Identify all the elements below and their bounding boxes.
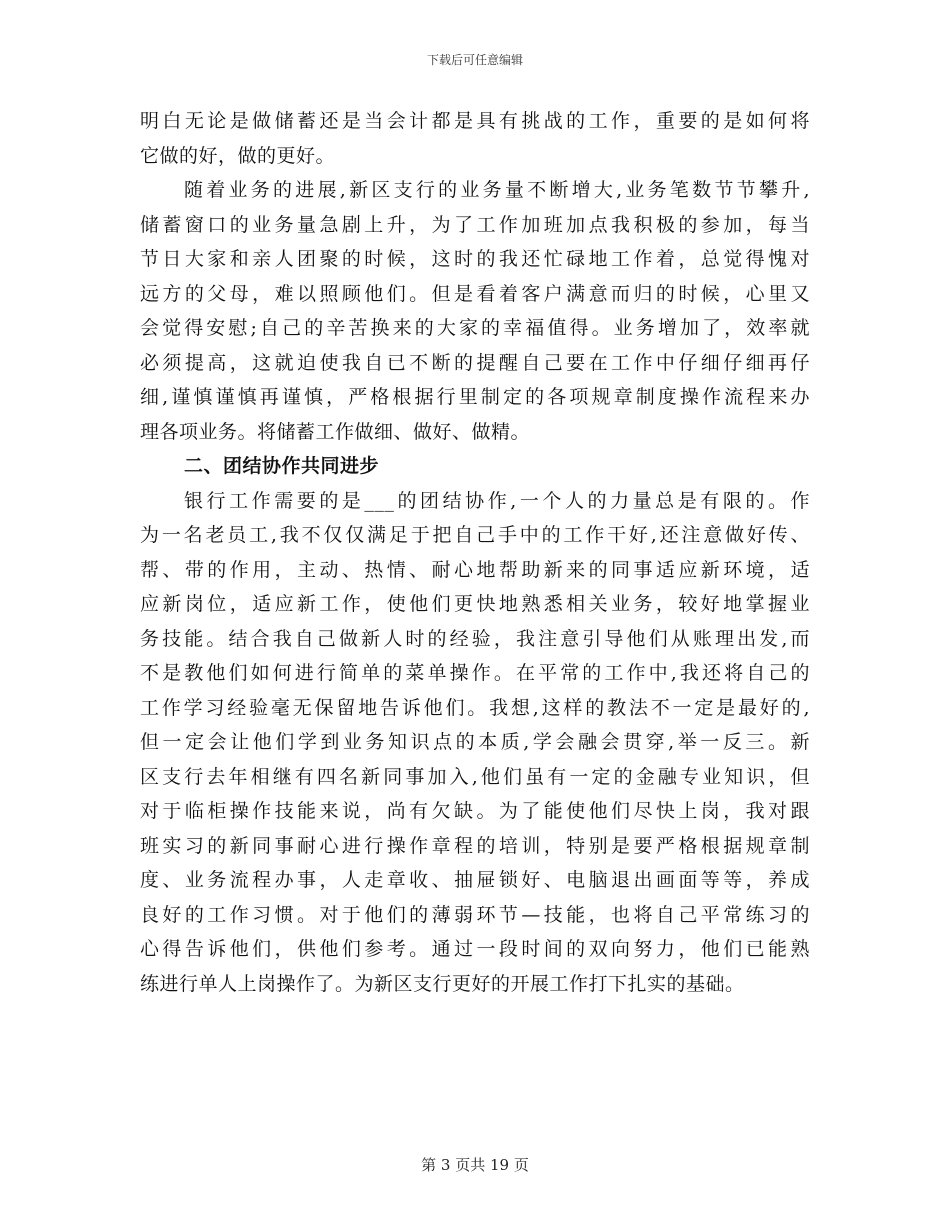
- text-line: 节日大家和亲人团聚的时候，这时的我还忙碌地工作着，总觉得愧对: [140, 248, 810, 270]
- text-line: 工作学习经验毫无保留地告诉他们。我想,这样的教法不一定是最好的,: [140, 696, 810, 719]
- paragraph-3: [140, 484, 810, 1002]
- text-line: 良好的工作习惯。对于他们的薄弱环节—技能，也将自己平常练习的: [140, 903, 810, 926]
- text-line: 细,谨慎谨慎再谨慎，严格根据行里制定的各项规章制度操作流程来办: [140, 386, 810, 408]
- text-line: 不是教他们如何进行简单的菜单操作。在平常的工作中,我还将自己的: [140, 662, 810, 684]
- text-line: 帮、带的作用，主动、热情、耐心地帮助新来的同事适应新环境，适: [140, 558, 810, 581]
- text-line: 但一定会让他们学到业务知识点的本质,学会融会贯穿,举一反三。新: [140, 731, 810, 753]
- text-line: 理各项业务。将储蓄工作做细、做好、做精。: [140, 420, 531, 443]
- text-line: 储蓄窗口的业务量急剧上升，为了工作加班加点我积极的参加，每当: [140, 213, 810, 236]
- text-line: 度、业务流程办事，人走章收、抽屉锁好、电脑退出画面等等，养成: [140, 869, 810, 891]
- text-line: 为一名老员工,我不仅仅满足于把自己手中的工作干好,还注意做好传、: [140, 524, 810, 546]
- section-heading: 二、团结协作共同进步: [184, 455, 380, 477]
- text-line: 会觉得安慰;自己的辛苦换来的大家的幸福值得。业务增加了，效率就: [140, 317, 810, 339]
- document-body: [140, 104, 810, 1001]
- text-line: 务技能。结合我自己做新人时的经验，我注意引导他们从账理出发,而: [140, 627, 810, 650]
- text-line: 应新岗位，适应新工作，使他们更快地熟悉相关业务，较好地掌握业: [140, 593, 810, 615]
- text-line: 远方的父母，难以照顾他们。但是看着客户满意而归的时候，心里又: [140, 282, 810, 305]
- text-line: 必须提高，这就迫使我自已不断的提醒自己要在工作中仔细仔细再仔: [140, 351, 810, 374]
- text-line: 区支行去年相继有四名新同事加入,他们虽有一定的金融专业知识，但: [140, 765, 810, 788]
- text-line: 对于临柜操作技能来说，尚有欠缺。为了能使他们尽快上岗，我对跟: [140, 800, 810, 822]
- page-number: 第 3 页共 19 页: [421, 1156, 529, 1174]
- text-line: 心得告诉他们，供他们参考。通过一段时间的双向努力，他们已能熟: [140, 938, 810, 960]
- text-line: 明白无论是做储蓄还是当会计都是具有挑战的工作，重要的是如何将: [140, 110, 810, 132]
- text-line: 银行工作需要的是___的团结协作,一个人的力量总是有限的。作: [184, 489, 810, 512]
- text-line: 随着业务的进展,新区支行的业务量不断增大,业务笔数节节攀升,: [184, 179, 810, 201]
- paragraph-2: [140, 173, 810, 449]
- text-line: 练进行单人上岗操作了。为新区支行更好的开展工作打下扎实的基础。: [140, 972, 745, 995]
- text-line: 班实习的新同事耐心进行操作章程的培训，特别是要严格根据规章制: [140, 834, 810, 857]
- text-line: 它做的好，做的更好。: [140, 144, 336, 167]
- paragraph-1: [140, 104, 810, 173]
- page-header: 下载后可任意编辑: [426, 53, 523, 67]
